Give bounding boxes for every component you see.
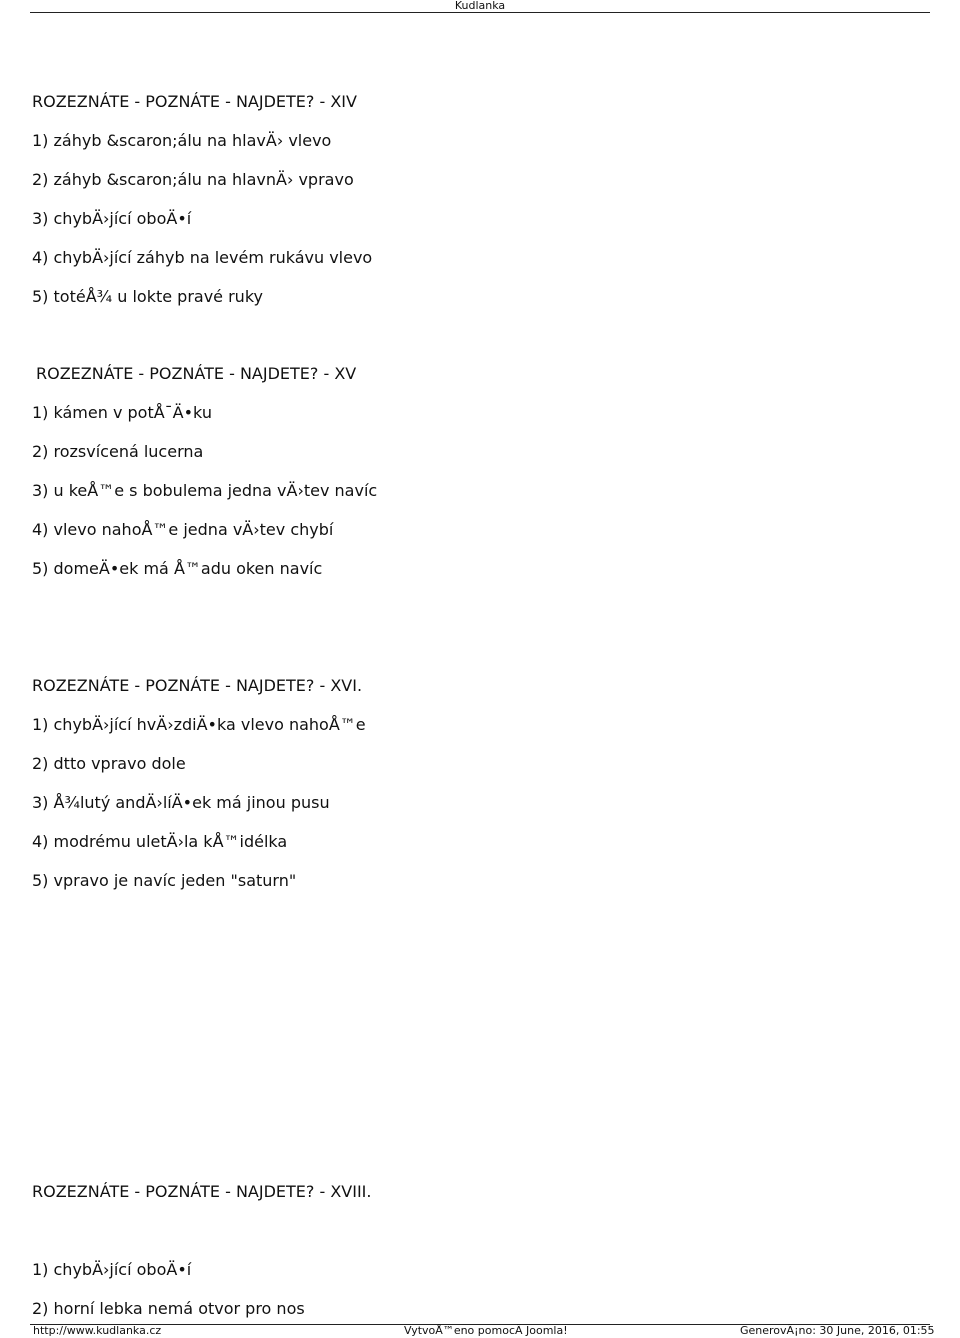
section-title: ROZEZNÁTE - POZNÁTE - NAJDETE? - XVIII. [32,1182,372,1201]
list-item: 1) chybÄ›jící oboÄ•í [32,1260,192,1279]
list-item: 3) Å¾lutý andÄ›líÄ•ek má jinou pusu [32,793,330,812]
section-title: ROZEZNÁTE - POZNÁTE - NAJDETE? - XV [36,364,357,383]
footer-generated-date: GenerovÃ¡no: 30 June, 2016, 01:55 [740,1324,935,1337]
list-item: 1) kámen v potÅ¯Ä•ku [32,403,212,422]
list-item: 2) záhyb &scaron;álu na hlavnÄ› vpravo [32,170,354,189]
list-item: 2) dtto vpravo dole [32,754,186,773]
section-title: ROZEZNÁTE - POZNÁTE - NAJDETE? - XIV [32,92,357,111]
list-item: 3) chybÄ›jící oboÄ•í [32,209,192,228]
list-item: 3) u keÅ™e s bobulema jedna vÄ›tev navíc [32,481,378,500]
section-title: ROZEZNÁTE - POZNÁTE - NAJDETE? - XVI. [32,676,363,695]
footer-created-with: VytvoÅ™eno pomocÃ Joomla! [404,1324,568,1337]
list-item: 1) záhyb &scaron;álu na hlavÄ› vlevo [32,131,332,150]
site-name: Kudlanka [454,0,506,12]
list-item: 5) domeÄ•ek má Å™adu oken navíc [32,559,323,578]
header-divider [30,12,930,13]
list-item: 4) vlevo nahoÅ™e jedna vÄ›tev chybí [32,520,334,539]
list-item: 1) chybÄ›jící hvÄ›zdiÄ•ka vlevo nahoÅ™e [32,715,366,734]
list-item: 4) chybÄ›jící záhyb na levém rukávu vlevo [32,248,373,267]
list-item: 2) rozsvícená lucerna [32,442,204,461]
list-item: 5) vpravo je navíc jeden "saturn" [32,871,297,890]
footer-url-link[interactable]: http://www.kudlanka.cz [33,1324,162,1337]
list-item: 5) totéÅ¾ u lokte pravé ruky [32,287,263,306]
page-header [0,0,960,11]
list-item: 2) horní lebka nemá otvor pro nos [32,1299,305,1318]
list-item: 4) modrému uletÄ›la kÅ™idélka [32,832,288,851]
